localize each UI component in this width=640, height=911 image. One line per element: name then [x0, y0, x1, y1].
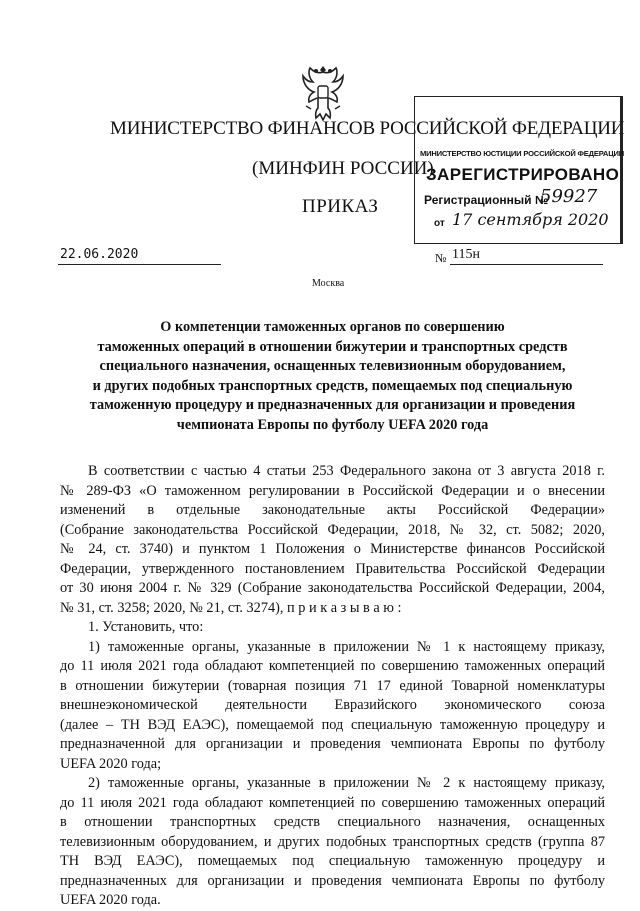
body-line: 1) таможенные органы, указанные в приложении № 1 к настоящему приказу, [88, 638, 605, 655]
body-line: Федерации, утвержденного постановлением Правительства Российской Федерации [60, 560, 605, 577]
body-line: изменений в отдельные законодательные акты Российской Федерации» [60, 502, 605, 518]
document-body [60, 462, 605, 911]
body-line: предназначенных для организации и проведения чемпионата Европы по футболу [60, 872, 605, 889]
body-line: № 289-ФЗ «О таможенном регулировании в Российской Федерации и о внесении [60, 482, 605, 499]
body-line: ТН ВЭД ЕАЭС), помещаемых под специальную таможенную процедуру и [60, 853, 605, 869]
title-line: специального назначения, оснащенных телевизионным оборудованием, [99, 358, 566, 375]
body-line: UEFA 2020 года. [60, 892, 161, 908]
body-line: 1. Установить, что: [88, 619, 204, 635]
body-line: в отношении транспортных средств специального назначения, оснащенных [60, 814, 605, 830]
body-line: 2) таможенные органы, указанные в приложении № 2 к настоящему приказу, [88, 775, 605, 791]
stamp-status: ЗАРЕГИСТРИРОВАНО [426, 165, 620, 184]
stamp-agency: МИНИСТЕРСТВО ЮСТИЦИИ РОССИЙСКОЙ ФЕДЕРАЦИИ [420, 149, 625, 158]
body-line: предназначенной для организации и проведения чемпионата Европы по футболу [60, 736, 605, 752]
ministry-name: МИНИСТЕРСТВО ФИНАНСОВ РОССИЙСКОЙ ФЕДЕРАЦИИ [110, 118, 625, 139]
number-underline [450, 264, 603, 265]
stamp-reg-label: Регистрационный № [424, 193, 549, 207]
title-line: и других подобных транспортных средств, помещаемых под специальную [92, 377, 573, 394]
title-line: О компетенции таможенных органов по совершению [160, 319, 505, 335]
stamp-date-label: от [434, 218, 445, 229]
stamp-date: 17 сентября 2020 [452, 210, 609, 229]
ministry-short-name: (МИНФИН РОССИИ) [252, 158, 434, 179]
body-line: от 30 июня 2004 г. № 329 (Собрание законодательства Российской Федерации, 2004, [60, 580, 605, 596]
body-line: до 11 июля 2021 года обладают компетенцией по совершению таможенных операций [60, 658, 605, 674]
stamp-reg-number: 59927 [540, 186, 598, 207]
coat-of-arms-icon [300, 62, 346, 122]
body-line: № 31, ст. 3258; 2020, № 21, ст. 3274), п р и к а з ы в а ю : [60, 599, 402, 616]
document-city: Москва [312, 278, 345, 289]
body-line: В соответствии с частью 4 статьи 253 Федерального закона от 3 августа 2018 г. [88, 463, 605, 479]
title-line: таможенных операций в отношении бижутерии и транспортных средств [97, 338, 568, 355]
document-number: 115н [452, 247, 480, 262]
date-underline [58, 264, 221, 265]
title-line: таможенную процедуру и предназначенных для организации и проведения [89, 397, 576, 414]
body-line: UEFA 2020 года; [60, 755, 162, 772]
body-line: внешнеэкономической деятельности Евразийского экономического союза [60, 697, 605, 713]
body-line: в отношении бижутерии (товарная позиция 71 17 единой Товарной номенклатуры [60, 677, 605, 694]
title-line: чемпионата Европы по футболу UEFA 2020 года [176, 416, 489, 433]
document-type: ПРИКАЗ [302, 196, 379, 217]
number-label: № [435, 251, 447, 265]
body-line: до 11 июля 2021 года обладают компетенцией по совершению таможенных операций [60, 794, 605, 811]
body-line: (Собрание законодательства Российской Федерации, 2018, № 32, ст. 5082; 2020, [60, 521, 605, 538]
body-line: телевизионным оборудованием, и других подобных транспортных средств (группа 87 [60, 833, 605, 850]
document-date: 22.06.2020 [60, 247, 139, 262]
body-line: (далее – ТН ВЭД ЕАЭС), помещаемой под специальную таможенную процедуру и [60, 716, 605, 733]
body-line: № 24, ст. 3740) и пунктом 1 Положения о Министерстве финансов Российской [60, 541, 605, 557]
document-title [60, 318, 605, 436]
